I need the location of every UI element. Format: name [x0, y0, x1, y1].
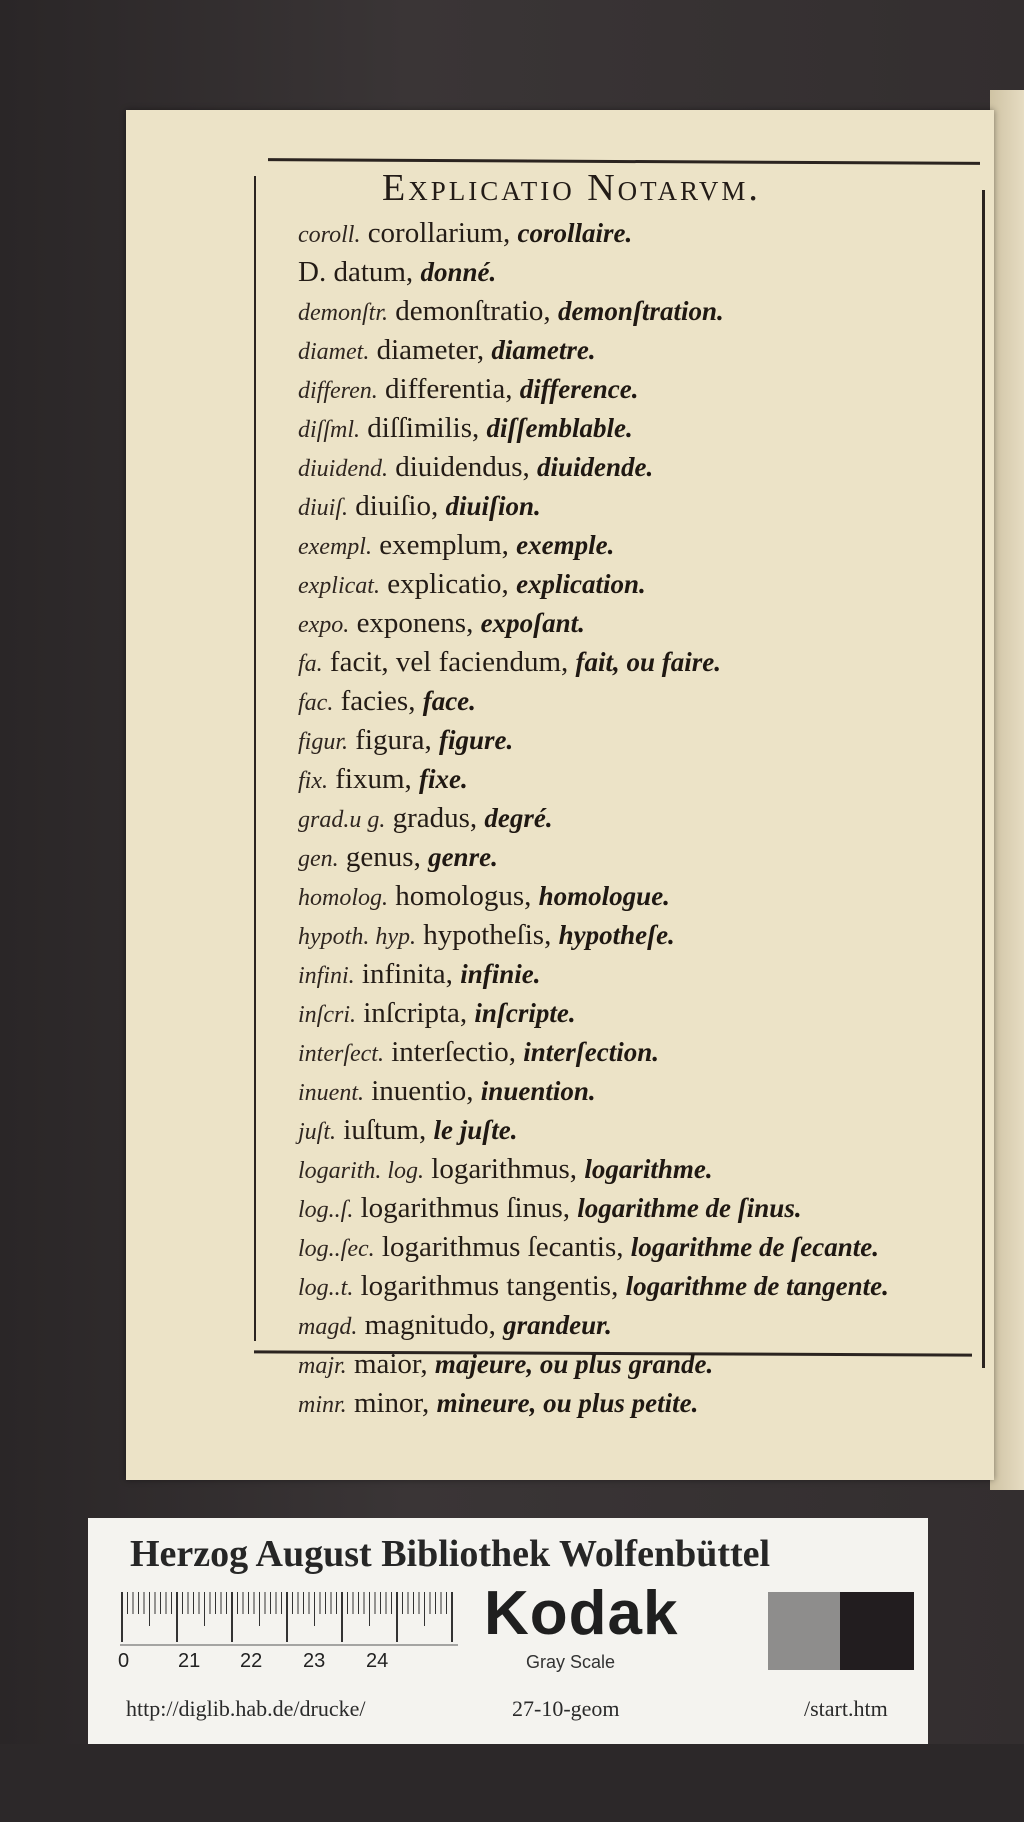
entry-french: hypotheſe.: [558, 920, 675, 950]
entry-abbreviation: logarith. log.: [298, 1158, 425, 1184]
entry-abbreviation: infini.: [298, 963, 355, 989]
entry-latin: logarithmus ſinus,: [360, 1192, 571, 1224]
abbreviation-entry: [298, 292, 978, 331]
abbreviation-entry: [298, 877, 978, 916]
entry-french: interſection.: [523, 1037, 660, 1067]
entry-latin: logarithmus ſecantis,: [381, 1231, 624, 1263]
abbreviation-list: [298, 214, 978, 1423]
entry-french: difference.: [519, 374, 639, 404]
entry-latin: diuidendus,: [395, 451, 530, 483]
gray-swatch-black: [840, 1592, 914, 1670]
entry-latin: diuiſio,: [355, 490, 439, 522]
next-page-edge: [990, 90, 1024, 1490]
url-end: /start.htm: [804, 1696, 888, 1721]
entry-french: diuiſion.: [445, 491, 541, 521]
entry-french: degré.: [484, 803, 553, 833]
entry-french: diſſemblable.: [486, 413, 633, 443]
entry-latin: diameter,: [376, 334, 485, 366]
entry-abbreviation: figur.: [298, 729, 349, 755]
abbreviation-entry: [298, 838, 978, 877]
entry-latin: facies,: [340, 685, 416, 717]
entry-latin: minor,: [353, 1387, 430, 1419]
color-target-card: [88, 1518, 928, 1744]
entry-latin: exemplum,: [379, 529, 509, 561]
entry-french: inuention.: [480, 1076, 596, 1106]
entry-abbreviation: fix.: [298, 768, 328, 794]
entry-french: diametre.: [491, 335, 596, 365]
entry-abbreviation: interſect.: [298, 1041, 384, 1067]
entry-latin: facit, vel faciendum,: [329, 646, 569, 678]
entry-french: majeure, ou plus grande.: [434, 1349, 714, 1379]
entry-abbreviation: diamet.: [298, 339, 370, 365]
entry-french: infinie.: [460, 959, 541, 989]
entry-abbreviation: expo.: [298, 612, 350, 638]
abbreviation-entry: [298, 1345, 978, 1384]
abbreviation-entry: [298, 370, 978, 409]
entry-latin: explicatio,: [387, 568, 509, 600]
url-id: 27-10-geom: [512, 1696, 620, 1721]
abbreviation-entry: [298, 1228, 978, 1267]
entry-abbreviation: exempl.: [298, 534, 372, 560]
entry-abbreviation: coroll.: [298, 222, 361, 248]
abbreviation-entry: [298, 955, 978, 994]
abbreviation-entry: [298, 1150, 978, 1189]
page-heading: Explicatio Notarvm.: [382, 167, 761, 209]
scan-bottom-margin: [0, 1744, 1024, 1822]
entry-abbreviation: fa.: [298, 651, 323, 677]
abbreviation-entry: [298, 565, 978, 604]
entry-abbreviation: magd.: [298, 1314, 358, 1340]
entry-french: expoſant.: [480, 608, 585, 638]
abbreviation-entry: [298, 409, 978, 448]
abbreviation-entry: [298, 1111, 978, 1150]
ruler-label: 22: [240, 1650, 263, 1672]
entry-french: homologue.: [538, 881, 670, 911]
entry-abbreviation: diuidend.: [298, 456, 388, 482]
ruler-labels: [118, 1650, 458, 1676]
ruler-scale: [120, 1588, 458, 1646]
frame-rule-left: [254, 176, 256, 1341]
entry-french: genre.: [428, 842, 498, 872]
abbreviation-entry: [298, 799, 978, 838]
entry-latin: magnitudo,: [364, 1309, 496, 1341]
entry-french: face.: [422, 686, 476, 716]
gray-swatch-mid: [768, 1592, 840, 1670]
entry-french: diuidende.: [537, 452, 654, 482]
entry-french: fait, ou faire.: [575, 647, 722, 677]
gray-swatch-white: [694, 1592, 769, 1670]
entry-latin: inuentio,: [371, 1075, 474, 1107]
abbreviation-entry: [298, 760, 978, 799]
abbreviation-entry: [298, 487, 978, 526]
entry-french: logarithme de tangente.: [625, 1271, 889, 1301]
entry-french: fixe.: [419, 764, 468, 794]
abbreviation-entry: [298, 1306, 978, 1345]
entry-latin: interſectio,: [391, 1036, 517, 1068]
entry-french: logarithme de ſecante.: [630, 1232, 879, 1262]
library-name: Herzog August Bibliothek Wolfenbüttel: [130, 1533, 771, 1575]
ruler-label: 0: [118, 1650, 130, 1672]
entry-latin: genus,: [345, 841, 421, 873]
entry-latin: infinita,: [361, 958, 453, 990]
entry-latin: differentia,: [385, 373, 513, 405]
entry-abbreviation: log..ſ.: [298, 1197, 354, 1223]
abbreviation-entry: [298, 253, 978, 292]
entry-french: exemple.: [516, 530, 615, 560]
entry-abbreviation: homolog.: [298, 885, 388, 911]
entry-french: le juſte.: [433, 1115, 518, 1145]
entry-abbreviation: hypoth. hyp.: [298, 924, 416, 950]
kodak-logo: Kodak: [484, 1579, 679, 1648]
abbreviation-entry: [298, 916, 978, 955]
ruler-label: 24: [366, 1650, 389, 1672]
entry-abbreviation: fac.: [298, 690, 334, 716]
entry-abbreviation: grad.u g.: [298, 807, 386, 833]
abbreviation-entry: [298, 1267, 978, 1306]
frame-rule-right: [982, 190, 985, 1368]
entry-latin: exponens,: [356, 607, 474, 639]
entry-abbreviation: diuiſ.: [298, 495, 349, 521]
entry-latin: gradus,: [392, 802, 478, 834]
abbreviation-entry: [298, 994, 978, 1033]
entry-french: grandeur.: [503, 1310, 612, 1340]
gray-scale-label: Gray Scale: [526, 1652, 616, 1672]
abbreviation-entry: [298, 1384, 978, 1423]
abbreviation-entry: [298, 721, 978, 760]
abbreviation-entry: [298, 643, 978, 682]
entry-latin: diſſimilis,: [367, 412, 480, 444]
abbreviation-entry: [298, 448, 978, 487]
abbreviation-entry: [298, 1033, 978, 1072]
entry-abbreviation: demonſtr.: [298, 300, 388, 326]
entry-abbreviation: inſcri.: [298, 1002, 356, 1028]
abbreviation-entry: [298, 526, 978, 565]
entry-french: logarithme de ſinus.: [577, 1193, 802, 1223]
entry-abbreviation: differen.: [298, 378, 378, 404]
entry-abbreviation: log..ſec.: [298, 1236, 375, 1262]
url-base: http://diglib.hab.de/drucke/: [126, 1696, 366, 1721]
entry-french: figure.: [439, 725, 514, 755]
entry-french: corollaire.: [517, 218, 633, 248]
abbreviation-entry: [298, 214, 978, 253]
entry-latin: corollarium,: [367, 217, 511, 249]
abbreviation-entry: [298, 1189, 978, 1228]
entry-french: donné.: [420, 257, 497, 287]
entry-abbreviation: log..t.: [298, 1275, 354, 1301]
entry-latin: D. datum,: [298, 256, 414, 288]
entry-latin: homologus,: [395, 880, 532, 912]
entry-latin: hypotheſis,: [423, 919, 552, 951]
entry-french: inſcripte.: [474, 998, 576, 1028]
entry-latin: fixum,: [335, 763, 412, 795]
entry-french: explication.: [516, 569, 646, 599]
entry-abbreviation: inuent.: [298, 1080, 364, 1106]
entry-abbreviation: explicat.: [298, 573, 380, 599]
entry-latin: inſcripta,: [363, 997, 468, 1029]
entry-french: logarithme.: [584, 1154, 713, 1184]
entry-latin: logarithmus tangentis,: [360, 1270, 619, 1302]
entry-abbreviation: gen.: [298, 846, 339, 872]
entry-latin: logarithmus,: [431, 1153, 578, 1185]
abbreviation-entry: [298, 331, 978, 370]
entry-latin: demonſtratio,: [395, 295, 551, 327]
entry-french: mineure, ou plus petite.: [436, 1388, 699, 1418]
abbreviation-entry: [298, 1072, 978, 1111]
entry-french: demonſtration.: [557, 296, 724, 326]
entry-latin: iuſtum,: [343, 1114, 427, 1146]
entry-abbreviation: juſt.: [298, 1119, 337, 1145]
ruler-label: 23: [303, 1650, 326, 1672]
entry-abbreviation: minr.: [298, 1392, 347, 1418]
entry-abbreviation: diſſml.: [298, 417, 361, 443]
abbreviation-entry: [298, 682, 978, 721]
entry-abbreviation: majr.: [298, 1353, 347, 1379]
entry-latin: figura,: [355, 724, 432, 756]
entry-latin: maior,: [353, 1348, 428, 1380]
abbreviation-entry: [298, 604, 978, 643]
ruler-label: 21: [178, 1650, 201, 1672]
